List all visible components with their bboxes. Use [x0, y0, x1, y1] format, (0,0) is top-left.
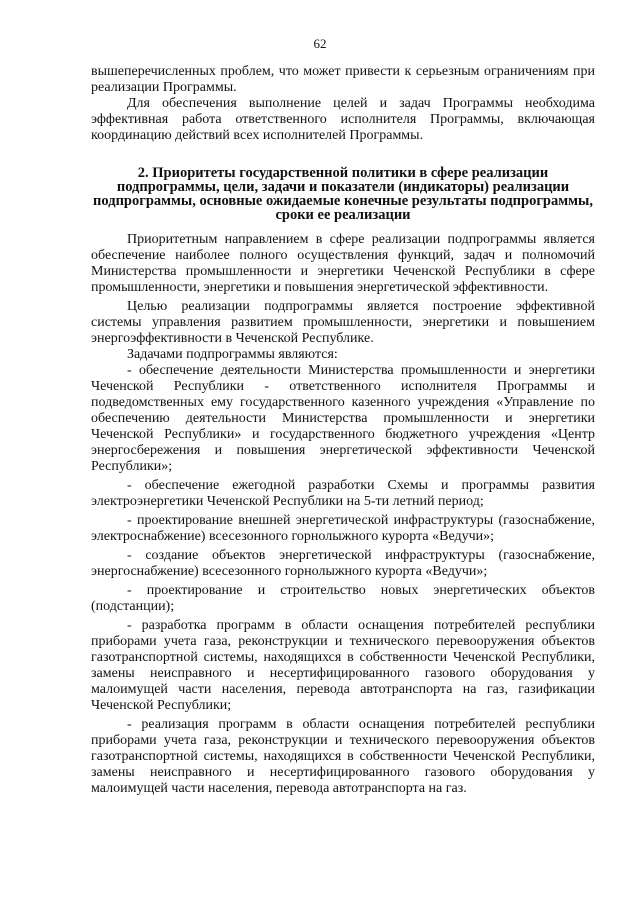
- list-item-task: - создание объектов энергетической инфраструктуры (газоснабжение, энергоснабжение) всесезонного горнолыжного курорта «Ведучи»;: [91, 548, 595, 579]
- section-heading: 2. Приоритеты государственной политики в сфере реализации подпрограммы, цели, задачи и показатели (индикаторы) реализации подпрограммы, основные ожидаемые конечные результаты подпрограммы, сроки ее реализации: [93, 165, 593, 223]
- paragraph-goal: Целью реализации подпрограммы является построение эффективной системы управления развитием промышленности, энергетики и повышением энергоэффективности в Чеченской Республике.: [91, 299, 595, 346]
- paragraph-coordination: Для обеспечения выполнение целей и задач Программы необходима эффективная работа ответственного исполнителя Программы, включающая координацию действий всех исполнителей Программы.: [91, 96, 595, 143]
- list-item-task: - проектирование и строительство новых энергетических объектов (подстанции);: [91, 583, 595, 614]
- list-item-task: - обеспечение ежегодной разработки Схемы и программы развития электроэнергетики Чеченской Республики на 5-ти летний период;: [91, 478, 595, 509]
- page-number: 62: [313, 36, 327, 51]
- list-item-task: - обеспечение деятельности Министерства промышленности и энергетики Чеченской Республики - ответственного исполнителя Программы и подведомственных ему государственного казенного учреждения «Управление по обеспечению деятельности Министерства промышленности и энергетики Чеченской Республики» и государственного бюджетного учреждения «Центр энергосбережения и повышения энергетической эффективности Чеченской Республики»;: [91, 363, 595, 474]
- list-item-task: - реализация программ в области оснащения потребителей республики приборами учета газа, реконструкции и технического перевооружения объектов газотранспортной системы, находящихся в собственности Чеченской Республики, замены неисправного и несертифицированного газового оборудования у малоимущей части населения, перевода автотранспорта на газ.: [91, 717, 595, 796]
- paragraph-continuation: вышеперечисленных проблем, что может привести к серьезным ограничениям при реализации Программы.: [91, 64, 595, 95]
- paragraph-priority: Приоритетным направлением в сфере реализации подпрограммы является обеспечение наиболее полного осуществления функций, задач и полномочий Министерства промышленности и энергетики Чеченской Республики в сфере промышленности, энергетики и повышения энергетической эффективности.: [91, 232, 595, 295]
- list-item-task: - разработка программ в области оснащения потребителей республики приборами учета газа, реконструкции и технического перевооружения объектов газотранспортной системы, находящихся в собственности Чеченской Республики, замены неисправного и несертифицированного газового оборудования у малоимущей части населения, перевода автотранспорта на газ, газификации Чеченской Республики;: [91, 618, 595, 713]
- page-body: [91, 64, 595, 797]
- list-item-task: - проектирование внешней энергетической инфраструктуры (газоснабжение, электроснабжение) всесезонного горнолыжного курорта «Ведучи»;: [91, 513, 595, 544]
- paragraph-tasks-intro: Задачами подпрограммы являются:: [127, 347, 338, 362]
